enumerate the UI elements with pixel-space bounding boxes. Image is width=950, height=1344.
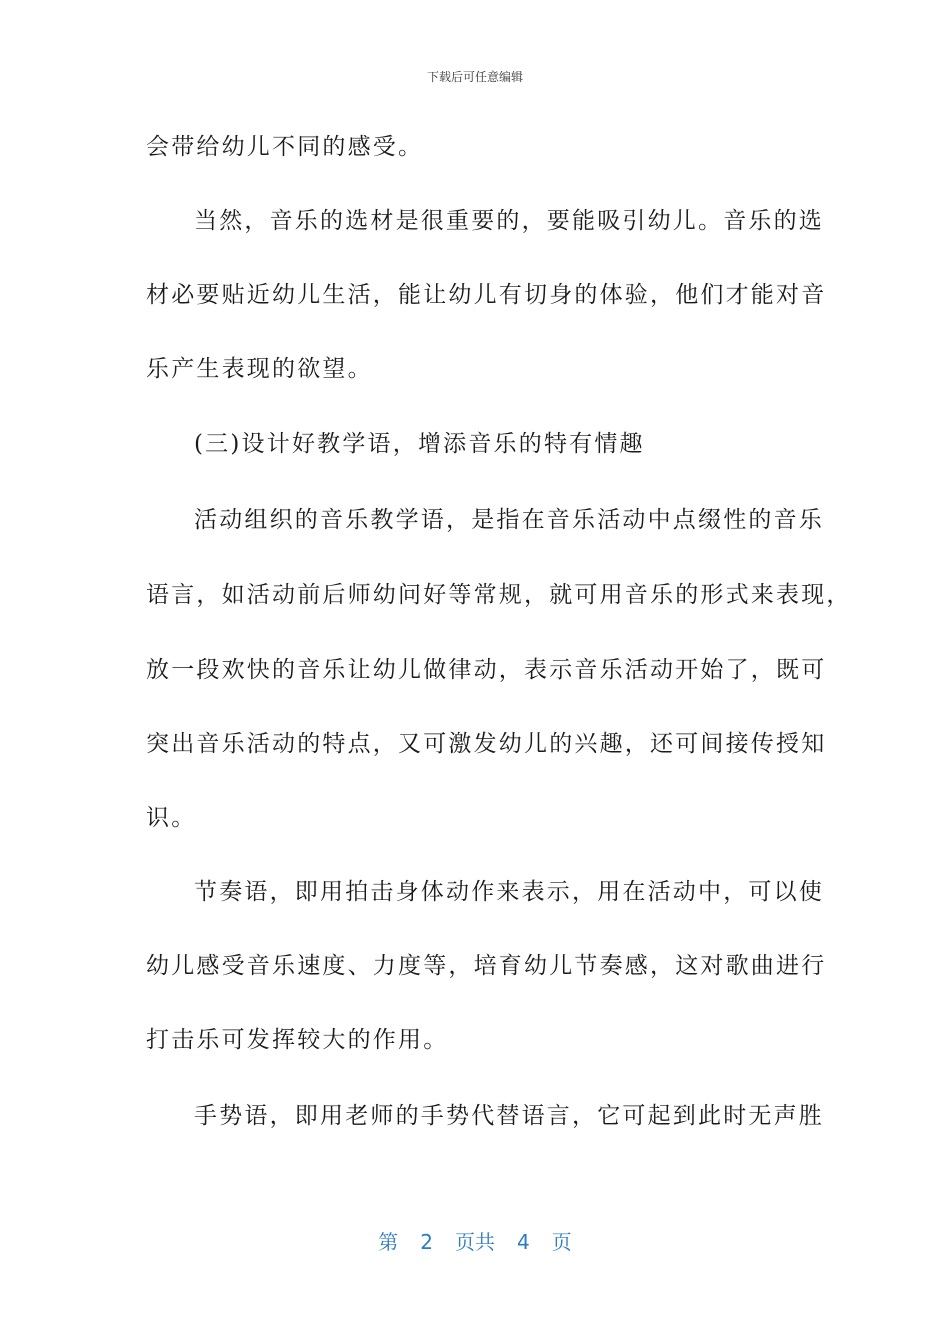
text-line: 当然，音乐的选材是很重要的，要能吸引幼儿。音乐的选 [194,208,824,234]
text-line: 识。 [146,805,197,831]
total-pages-number: 4 [517,1230,530,1254]
footer-suffix: 页 [551,1230,572,1254]
current-page-number: 2 [420,1230,433,1254]
header-note: 下载后可任意编辑 [426,70,523,84]
footer-prefix: 第 [378,1230,399,1254]
text-line: 节奏语，即用拍击身体动作来表示，用在活动中，可以使 [194,879,824,905]
text-line: 活动组织的音乐教学语，是指在音乐活动中点缀性的音乐 [194,507,824,533]
page-footer [0,1226,950,1255]
text-line: 材必要贴近幼儿生活，能让幼儿有切身的体验，他们才能对音 [146,282,827,308]
text-line: 放一段欢快的音乐让幼儿做律动，表示音乐活动开始了，既可 [146,657,827,683]
text-line: 语言，如活动前后师幼问好等常规，就可用音乐的形式来表现， [146,582,852,608]
section-heading: (三)设计好教学语，增添音乐的特有情趣 [194,431,645,457]
footer-middle: 页共 [455,1230,495,1254]
text-line: 会带给幼儿不同的感受。 [146,134,424,160]
text-line: 幼儿感受音乐速度、力度等，培育幼儿节奏感，这对歌曲进行 [146,953,827,979]
text-line: 手势语，即用老师的手势代替语言，它可起到此时无声胜 [194,1103,824,1129]
text-line: 打击乐可发挥较大的作用。 [146,1027,449,1053]
text-line: 突出音乐活动的特点，又可激发幼儿的兴趣，还可间接传授知 [146,731,827,757]
text-line: 乐产生表现的欲望。 [146,356,373,382]
